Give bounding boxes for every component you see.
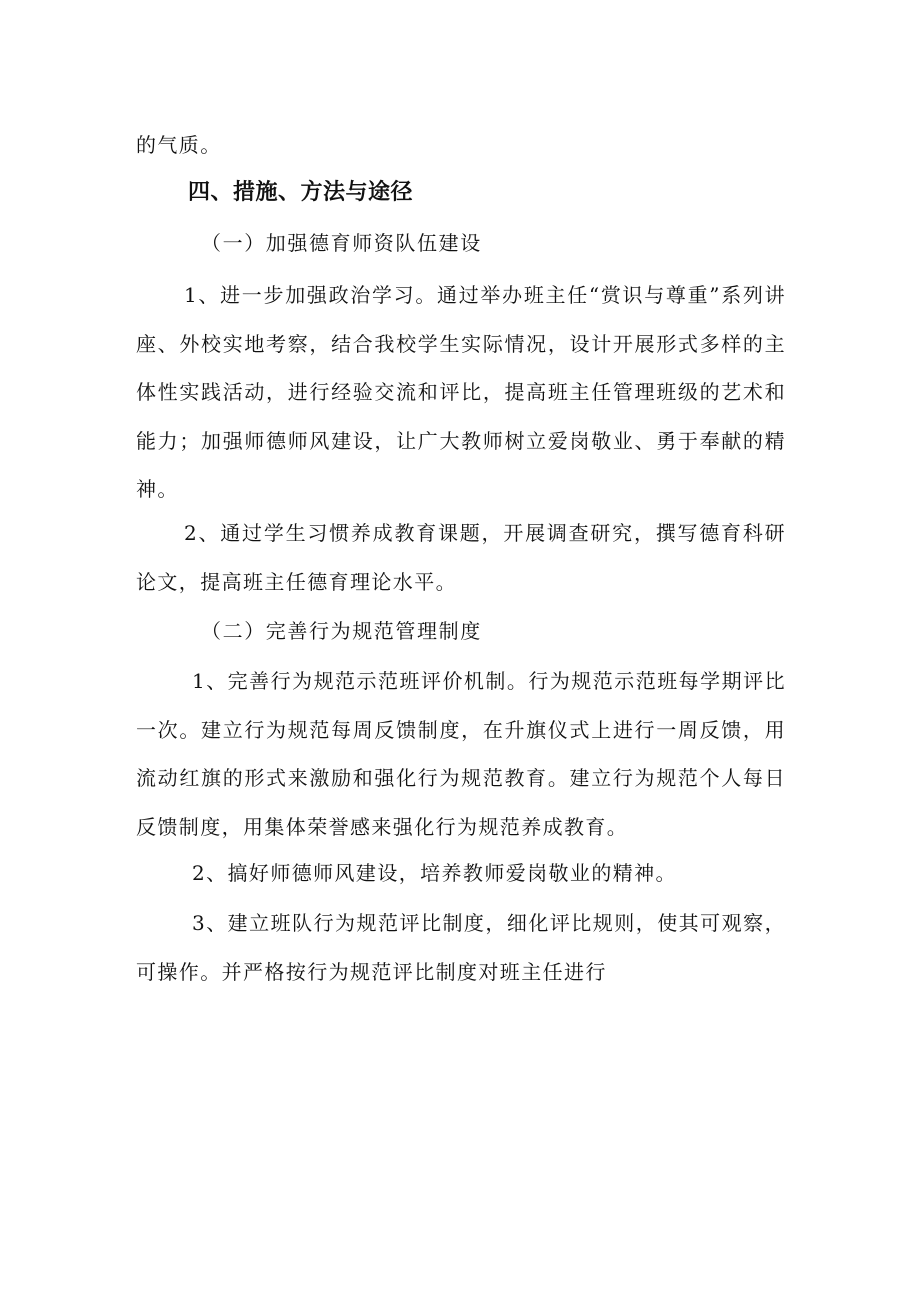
subsection-heading-1: （一）加强德育师资队伍建设 bbox=[201, 231, 482, 255]
paragraph-2-2: 2、搞好师德师风建设，培养教师爱岗敬业的精神。 bbox=[192, 861, 677, 885]
paragraph-1-1: 1、进一步加强政治学习。通过举办班主任“赏识与尊重”系列讲座、外校实地考察，结合我校学生实际情况，设计开展形式多样的主体性实践活动，进行经验交流和评比，提高班主任管理班级的艺术和能力；加强师德师风建设，让广大教师树立爱岗敬业、勇于奉献的精神。 bbox=[136, 283, 786, 501]
paragraph-2-3: 3、建立班队行为规范评比制度，细化评比规则，使其可观察，可操作。并严格按行为规范评比制度对班主任进行 bbox=[136, 911, 786, 984]
continuation-text: 的气质。 bbox=[136, 133, 222, 157]
section-heading: 四、措施、方法与途径 bbox=[188, 180, 414, 205]
paragraph-1-2: 2、通过学生习惯养成教育课题，开展调查研究，撰写德育科研论文，提高班主任德育理论水平。 bbox=[136, 521, 786, 594]
subsection-heading-2: （二）完善行为规范管理制度 bbox=[201, 619, 482, 643]
paragraph-2-1: 1、完善行为规范示范班评价机制。行为规范示范班每学期评比一次。建立行为规范每周反馈制度，在升旗仪式上进行一周反馈，用流动红旗的形式来激励和强化行为规范教育。建立行为规范个人每日反馈制度，用集体荣誉感来强化行为规范养成教育。 bbox=[136, 669, 786, 839]
